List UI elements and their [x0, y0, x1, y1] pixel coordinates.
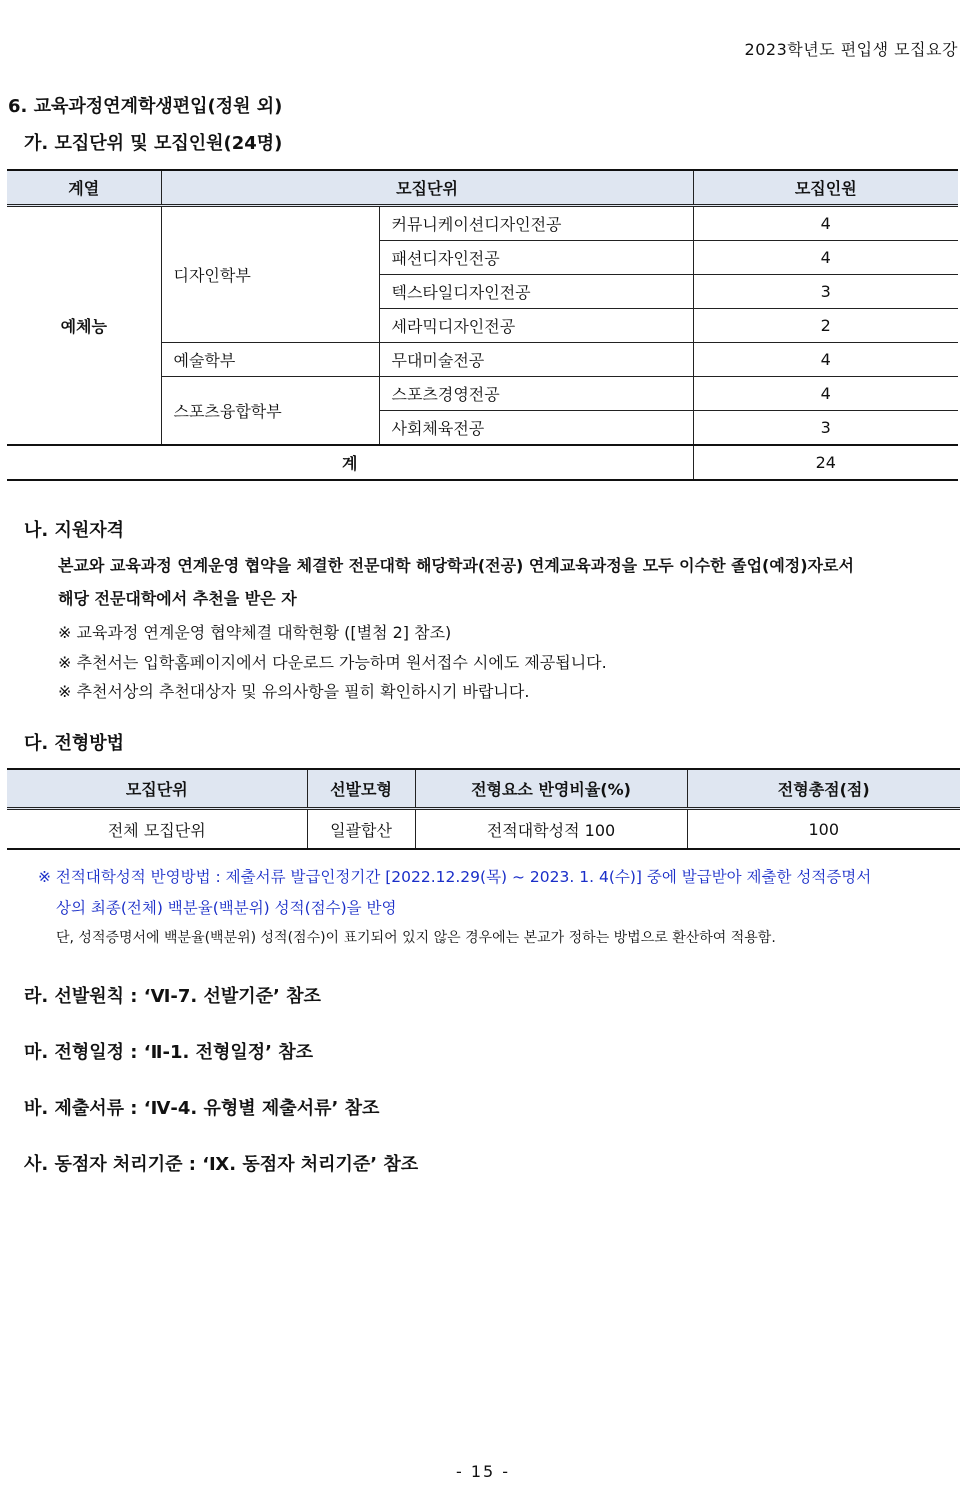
total-value: 24 [693, 445, 958, 480]
count-cell: 3 [693, 275, 958, 309]
major-cell: 사회체육전공 [379, 411, 693, 446]
header-ratio: 전형요소 반영비율(%) [415, 769, 687, 809]
major-cell: 세라믹디자인전공 [379, 309, 693, 343]
group-cell: 스포츠융합학부 [161, 377, 379, 446]
eligibility-line-2: 해당 전문대학에서 추천을 받은 자 [58, 589, 297, 608]
schedule-reference: 마. 전형일정 : ‘Ⅱ-1. 전형일정’ 참조 [24, 1042, 314, 1063]
header-unit: 모집단위 [7, 769, 307, 809]
subsection-na-title: 나. 지원자격 [24, 520, 125, 541]
count-cell: 4 [693, 241, 958, 275]
eligibility-note: ※ 추천서상의 추천대상자 및 유의사항을 필히 확인하시기 바랍니다. [58, 682, 530, 701]
total-row [7, 445, 958, 480]
total-cell: 100 [687, 809, 960, 850]
major-cell: 스포츠경영전공 [379, 377, 693, 411]
table-row [7, 809, 960, 850]
header-count: 모집인원 [693, 170, 958, 206]
tiebreak-reference: 사. 동점자 처리기준 : ‘Ⅸ. 동점자 처리기준’ 참조 [24, 1154, 419, 1175]
table-header-row [7, 170, 958, 206]
group-cell: 디자인학부 [161, 206, 379, 343]
documents-reference: 바. 제출서류 : ‘Ⅳ-4. 유형별 제출서류’ 참조 [24, 1098, 380, 1119]
grade-method-note-cont: 상의 최종(전체) 백분율(백분위) 성적(점수)을 반영 [56, 899, 397, 917]
header-total: 전형총점(점) [687, 769, 960, 809]
selection-method-table [7, 768, 960, 850]
count-cell: 4 [693, 343, 958, 377]
total-label: 계 [7, 445, 693, 480]
grade-conversion-note: 단, 성적증명서에 백분율(백분위) 성적(점수)이 표기되어 있지 않은 경우에는 본교가 정하는 방법으로 환산하여 적용함. [56, 930, 776, 946]
major-cell: 텍스타일디자인전공 [379, 275, 693, 309]
group-cell: 예술학부 [161, 343, 379, 377]
subsection-da-title: 다. 전형방법 [24, 733, 125, 754]
major-cell: 커뮤니케이션디자인전공 [379, 206, 693, 241]
count-cell: 3 [693, 411, 958, 446]
eligibility-note: ※ 교육과정 연계운영 협약체결 대학현황 ([별첨 2] 참조) [58, 623, 452, 642]
selection-principle: 라. 선발원칙 : ‘Ⅵ-7. 선발기준’ 참조 [24, 986, 321, 1007]
ratio-cell: 전적대학성적 100 [415, 809, 687, 850]
major-cell: 무대미술전공 [379, 343, 693, 377]
category-cell: 예체능 [7, 206, 161, 446]
subsection-ga-title: 가. 모집단위 및 모집인원(24명) [24, 133, 283, 154]
table-header-row [7, 769, 960, 809]
recruitment-table [7, 169, 958, 481]
model-cell: 일괄합산 [307, 809, 415, 850]
header-model: 선발모형 [307, 769, 415, 809]
major-cell: 패션디자인전공 [379, 241, 693, 275]
page-number: - 15 - [455, 1462, 511, 1481]
unit-cell: 전체 모집단위 [7, 809, 307, 850]
section-title: 6. 교육과정연계학생편입(정원 외) [8, 96, 283, 117]
count-cell: 4 [693, 206, 958, 241]
table-row [7, 206, 958, 241]
document-header: 2023학년도 편입생 모집요강 [744, 40, 958, 59]
count-cell: 4 [693, 377, 958, 411]
eligibility-note: ※ 추천서는 입학홈페이지에서 다운로드 가능하며 원서접수 시에도 제공됩니다. [58, 653, 607, 672]
grade-method-note: ※ 전적대학성적 반영방법 : 제출서류 발급인정기간 [2022.12.29(목) ~ 2023. 1. 4(수)] 중에 발급받아 제출한 성적증명서 [38, 868, 872, 886]
count-cell: 2 [693, 309, 958, 343]
eligibility-line-1: 본교와 교육과정 연계운영 협약을 체결한 전문대학 해당학과(전공) 연계교육과정을 모두 이수한 졸업(예정)자로서 [58, 556, 854, 575]
header-unit: 모집단위 [161, 170, 693, 206]
header-category: 계열 [7, 170, 161, 206]
